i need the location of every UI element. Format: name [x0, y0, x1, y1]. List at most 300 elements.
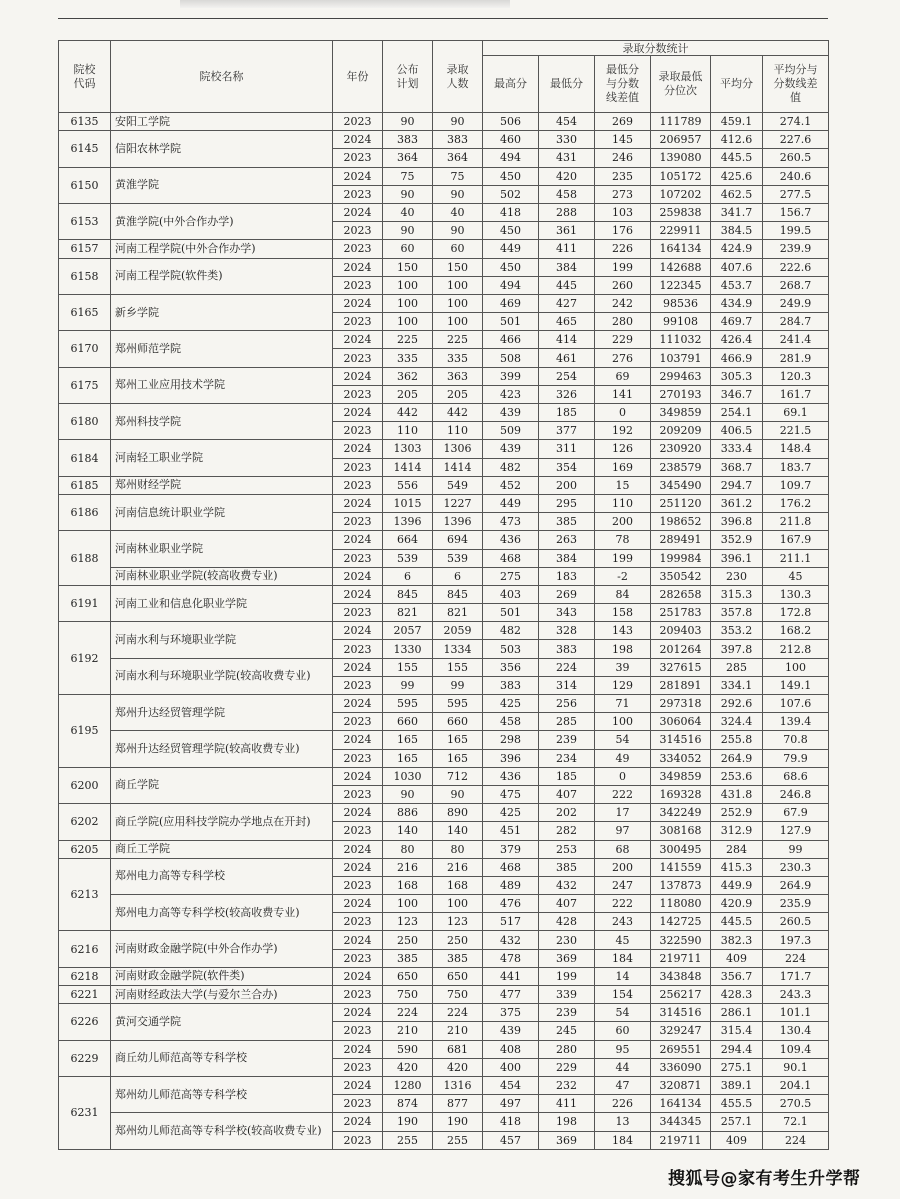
cell-admitted: 165: [433, 749, 483, 767]
school-name: 河南轻工职业学院: [111, 440, 333, 476]
cell-min-diff: 13: [595, 1113, 651, 1131]
cell-admitted: 123: [433, 913, 483, 931]
table-row: [59, 585, 829, 603]
cell-plan: 821: [383, 604, 433, 622]
school-name: 河南财政金融学院(软件类): [111, 967, 333, 985]
school-code: 6188: [59, 531, 111, 586]
cell-avg-score: 315.3: [711, 585, 763, 603]
school-code: 6218: [59, 967, 111, 985]
cell-avg-score: 462.5: [711, 185, 763, 203]
cell-max-score: 439: [483, 1022, 539, 1040]
cell-max-score: 503: [483, 640, 539, 658]
cell-min-diff: 273: [595, 185, 651, 203]
cell-admitted: 845: [433, 585, 483, 603]
table-row: [59, 1040, 829, 1058]
cell-min-score: 458: [539, 185, 595, 203]
cell-avg-score: 341.7: [711, 203, 763, 221]
cell-min-diff: 280: [595, 313, 651, 331]
cell-year: 2023: [333, 513, 383, 531]
cell-year: 2023: [333, 385, 383, 403]
cell-year: 2023: [333, 713, 383, 731]
cell-avg-diff: 227.6: [763, 131, 829, 149]
cell-min-rank: 327615: [651, 658, 711, 676]
cell-min-diff: 199: [595, 549, 651, 567]
cell-plan: 255: [383, 1131, 433, 1149]
cell-plan: 1396: [383, 513, 433, 531]
cell-min-score: 411: [539, 1095, 595, 1113]
cell-min-diff: 15: [595, 476, 651, 494]
cell-plan: 155: [383, 658, 433, 676]
school-code: 6157: [59, 240, 111, 258]
header-max: 最高分: [483, 56, 539, 113]
school-code: 6191: [59, 585, 111, 621]
school-name: 商丘工学院: [111, 840, 333, 858]
cell-plan: 590: [383, 1040, 433, 1058]
cell-min-rank: 99108: [651, 313, 711, 331]
cell-min-rank: 299463: [651, 367, 711, 385]
cell-min-score: 183: [539, 567, 595, 585]
cell-avg-diff: 161.7: [763, 385, 829, 403]
cell-avg-diff: 212.8: [763, 640, 829, 658]
cell-min-score: 432: [539, 876, 595, 894]
cell-min-diff: 276: [595, 349, 651, 367]
cell-min-diff: 95: [595, 1040, 651, 1058]
cell-max-score: 403: [483, 585, 539, 603]
cell-min-diff: 192: [595, 422, 651, 440]
cell-admitted: 681: [433, 1040, 483, 1058]
cell-avg-score: 382.3: [711, 931, 763, 949]
cell-max-score: 452: [483, 476, 539, 494]
cell-max-score: 460: [483, 131, 539, 149]
cell-year: 2023: [333, 949, 383, 967]
table-body: [59, 113, 829, 1150]
cell-year: 2024: [333, 840, 383, 858]
cell-year: 2024: [333, 731, 383, 749]
cell-min-score: 229: [539, 1058, 595, 1076]
header-avg-diff: 平均分与分数线差值: [763, 56, 829, 113]
cell-year: 2024: [333, 1040, 383, 1058]
cell-admitted: 255: [433, 1131, 483, 1149]
cell-admitted: 165: [433, 731, 483, 749]
cell-admitted: 877: [433, 1095, 483, 1113]
cell-min-diff: 49: [595, 749, 651, 767]
cell-avg-score: 396.8: [711, 513, 763, 531]
cell-min-score: 420: [539, 167, 595, 185]
cell-plan: 75: [383, 167, 433, 185]
cell-year: 2023: [333, 240, 383, 258]
cell-min-score: 239: [539, 1004, 595, 1022]
cell-admitted: 100: [433, 313, 483, 331]
cell-min-score: 384: [539, 549, 595, 567]
cell-min-rank: 199984: [651, 549, 711, 567]
cell-admitted: 750: [433, 986, 483, 1004]
cell-avg-diff: 69.1: [763, 404, 829, 422]
cell-min-score: 427: [539, 294, 595, 312]
cell-plan: 750: [383, 986, 433, 1004]
cell-avg-diff: 260.5: [763, 149, 829, 167]
cell-min-diff: 0: [595, 404, 651, 422]
cell-avg-score: 305.3: [711, 367, 763, 385]
cell-year: 2024: [333, 858, 383, 876]
cell-min-score: 198: [539, 1113, 595, 1131]
cell-plan: 845: [383, 585, 433, 603]
school-name: 河南信息统计职业学院: [111, 494, 333, 530]
cell-min-rank: 141559: [651, 858, 711, 876]
cell-admitted: 712: [433, 767, 483, 785]
cell-min-rank: 320871: [651, 1076, 711, 1094]
cell-min-rank: 251120: [651, 494, 711, 512]
cell-avg-diff: 99: [763, 840, 829, 858]
cell-year: 2024: [333, 203, 383, 221]
cell-plan: 2057: [383, 622, 433, 640]
cell-admitted: 1396: [433, 513, 483, 531]
cell-max-score: 436: [483, 531, 539, 549]
cell-min-rank: 206957: [651, 131, 711, 149]
cell-min-score: 330: [539, 131, 595, 149]
cell-admitted: 168: [433, 876, 483, 894]
cell-year: 2023: [333, 876, 383, 894]
school-name: 郑州幼儿师范高等专科学校: [111, 1076, 333, 1112]
header-plan: 公布计划: [383, 41, 433, 113]
cell-min-score: 385: [539, 513, 595, 531]
cell-admitted: 383: [433, 131, 483, 149]
cell-plan: 90: [383, 785, 433, 803]
cell-min-rank: 105172: [651, 167, 711, 185]
cell-avg-diff: 168.2: [763, 622, 829, 640]
cell-avg-score: 459.1: [711, 113, 763, 131]
cell-max-score: 418: [483, 203, 539, 221]
cell-avg-score: 445.5: [711, 913, 763, 931]
cell-avg-score: 396.1: [711, 549, 763, 567]
cell-min-rank: 111032: [651, 331, 711, 349]
cell-avg-score: 353.2: [711, 622, 763, 640]
cell-year: 2024: [333, 531, 383, 549]
cell-year: 2023: [333, 640, 383, 658]
cell-plan: 1303: [383, 440, 433, 458]
cell-min-rank: 322590: [651, 931, 711, 949]
cell-admitted: 225: [433, 331, 483, 349]
cell-min-rank: 300495: [651, 840, 711, 858]
cell-max-score: 508: [483, 349, 539, 367]
cell-avg-score: 356.7: [711, 967, 763, 985]
school-name: 安阳工学院: [111, 113, 333, 131]
cell-min-rank: 137873: [651, 876, 711, 894]
cell-avg-score: 346.7: [711, 385, 763, 403]
cell-min-score: 224: [539, 658, 595, 676]
cell-min-diff: 60: [595, 1022, 651, 1040]
cell-avg-diff: 68.6: [763, 767, 829, 785]
cell-min-rank: 314516: [651, 1004, 711, 1022]
cell-min-rank: 329247: [651, 1022, 711, 1040]
school-name: 河南工程学院(软件类): [111, 258, 333, 294]
cell-admitted: 150: [433, 258, 483, 276]
cell-min-diff: 247: [595, 876, 651, 894]
school-name: 郑州幼儿师范高等专科学校(较高收费专业): [111, 1113, 333, 1149]
header-year: 年份: [333, 41, 383, 113]
cell-admitted: 216: [433, 858, 483, 876]
cell-avg-score: 449.9: [711, 876, 763, 894]
cell-year: 2023: [333, 822, 383, 840]
cell-avg-score: 275.1: [711, 1058, 763, 1076]
cell-year: 2024: [333, 767, 383, 785]
cell-min-diff: 169: [595, 458, 651, 476]
cell-min-score: 234: [539, 749, 595, 767]
cell-year: 2024: [333, 294, 383, 312]
cell-avg-diff: 107.6: [763, 695, 829, 713]
cell-min-score: 326: [539, 385, 595, 403]
cell-min-score: 314: [539, 676, 595, 694]
cell-avg-score: 409: [711, 1131, 763, 1149]
cell-min-rank: 334052: [651, 749, 711, 767]
cell-min-rank: 269551: [651, 1040, 711, 1058]
cell-admitted: 99: [433, 676, 483, 694]
cell-plan: 364: [383, 149, 433, 167]
cell-max-score: 441: [483, 967, 539, 985]
cell-min-score: 461: [539, 349, 595, 367]
header-code: 院校代码: [59, 41, 111, 113]
cell-min-diff: 158: [595, 604, 651, 622]
cell-avg-diff: 130.4: [763, 1022, 829, 1040]
header-min: 最低分: [539, 56, 595, 113]
cell-plan: 216: [383, 858, 433, 876]
cell-avg-score: 352.9: [711, 531, 763, 549]
school-name: 黄淮学院(中外合作办学): [111, 203, 333, 239]
cell-min-score: 407: [539, 895, 595, 913]
cell-min-score: 239: [539, 731, 595, 749]
cell-min-score: 454: [539, 113, 595, 131]
cell-admitted: 155: [433, 658, 483, 676]
cell-min-diff: 110: [595, 494, 651, 512]
table-row: [59, 1113, 829, 1131]
table-row: [59, 476, 829, 494]
school-code: 6200: [59, 767, 111, 803]
school-code: 6170: [59, 331, 111, 367]
cell-max-score: 436: [483, 767, 539, 785]
cell-admitted: 442: [433, 404, 483, 422]
cell-plan: 100: [383, 313, 433, 331]
cell-avg-score: 315.4: [711, 1022, 763, 1040]
school-name: 信阳农林学院: [111, 131, 333, 167]
cell-min-diff: 129: [595, 676, 651, 694]
cell-avg-score: 333.4: [711, 440, 763, 458]
cell-max-score: 396: [483, 749, 539, 767]
cell-max-score: 408: [483, 1040, 539, 1058]
cell-min-score: 263: [539, 531, 595, 549]
cell-plan: 100: [383, 276, 433, 294]
cell-max-score: 494: [483, 276, 539, 294]
cell-max-score: 473: [483, 513, 539, 531]
cell-min-rank: 297318: [651, 695, 711, 713]
cell-year: 2023: [333, 476, 383, 494]
header-rule: [58, 18, 828, 19]
cell-min-score: 185: [539, 767, 595, 785]
cell-min-diff: 69: [595, 367, 651, 385]
cell-avg-score: 384.5: [711, 222, 763, 240]
cell-max-score: 439: [483, 404, 539, 422]
cell-min-rank: 164134: [651, 240, 711, 258]
cell-admitted: 364: [433, 149, 483, 167]
cell-min-score: 288: [539, 203, 595, 221]
cell-min-score: 414: [539, 331, 595, 349]
school-code: 6213: [59, 858, 111, 931]
cell-min-diff: 39: [595, 658, 651, 676]
cell-max-score: 489: [483, 876, 539, 894]
table-row: [59, 167, 829, 185]
table-row: [59, 767, 829, 785]
cell-min-rank: 308168: [651, 822, 711, 840]
table-row: [59, 440, 829, 458]
school-name: 郑州财经学院: [111, 476, 333, 494]
cell-max-score: 298: [483, 731, 539, 749]
cell-min-score: 385: [539, 858, 595, 876]
cell-min-rank: 209209: [651, 422, 711, 440]
cell-avg-diff: 156.7: [763, 203, 829, 221]
cell-min-diff: 199: [595, 258, 651, 276]
cell-admitted: 539: [433, 549, 483, 567]
cell-plan: 650: [383, 967, 433, 985]
cell-min-rank: 251783: [651, 604, 711, 622]
table-row: [59, 895, 829, 913]
cell-min-score: 445: [539, 276, 595, 294]
cell-min-diff: 78: [595, 531, 651, 549]
cell-avg-diff: 171.7: [763, 967, 829, 985]
cell-min-diff: 97: [595, 822, 651, 840]
cell-min-diff: 141: [595, 385, 651, 403]
cell-max-score: 477: [483, 986, 539, 1004]
table-row: [59, 494, 829, 512]
cell-avg-diff: 211.1: [763, 549, 829, 567]
school-name: 郑州升达经贸管理学院(较高收费专业): [111, 731, 333, 767]
cell-min-rank: 281891: [651, 676, 711, 694]
school-code: 6158: [59, 258, 111, 294]
cell-plan: 385: [383, 949, 433, 967]
table-row: [59, 695, 829, 713]
cell-min-diff: 226: [595, 240, 651, 258]
cell-min-diff: -2: [595, 567, 651, 585]
cell-year: 2023: [333, 549, 383, 567]
cell-min-score: 369: [539, 949, 595, 967]
cell-avg-score: 434.9: [711, 294, 763, 312]
cell-avg-diff: 172.8: [763, 604, 829, 622]
cell-admitted: 890: [433, 804, 483, 822]
cell-year: 2023: [333, 222, 383, 240]
school-code: 6184: [59, 440, 111, 476]
cell-plan: 150: [383, 258, 433, 276]
cell-avg-score: 253.6: [711, 767, 763, 785]
cell-year: 2024: [333, 404, 383, 422]
cell-year: 2024: [333, 695, 383, 713]
cell-max-score: 475: [483, 785, 539, 803]
cell-avg-score: 453.7: [711, 276, 763, 294]
cell-min-rank: 103791: [651, 349, 711, 367]
cell-admitted: 2059: [433, 622, 483, 640]
cell-avg-score: 368.7: [711, 458, 763, 476]
table-row: [59, 622, 829, 640]
school-code: 6226: [59, 1004, 111, 1040]
table-row: [59, 131, 829, 149]
cell-max-score: 450: [483, 222, 539, 240]
cell-admitted: 224: [433, 1004, 483, 1022]
cell-avg-score: 312.9: [711, 822, 763, 840]
school-code: 6175: [59, 367, 111, 403]
cell-min-score: 383: [539, 640, 595, 658]
cell-min-rank: 349859: [651, 404, 711, 422]
cell-avg-diff: 45: [763, 567, 829, 585]
cell-plan: 100: [383, 294, 433, 312]
cell-plan: 90: [383, 185, 433, 203]
cell-min-score: 384: [539, 258, 595, 276]
cell-min-rank: 350542: [651, 567, 711, 585]
cell-plan: 362: [383, 367, 433, 385]
cell-year: 2024: [333, 131, 383, 149]
cell-max-score: 432: [483, 931, 539, 949]
cell-avg-score: 455.5: [711, 1095, 763, 1113]
cell-min-diff: 54: [595, 1004, 651, 1022]
cell-admitted: 80: [433, 840, 483, 858]
cell-avg-diff: 90.1: [763, 1058, 829, 1076]
school-name: 新乡学院: [111, 294, 333, 330]
cell-plan: 165: [383, 731, 433, 749]
cell-max-score: 469: [483, 294, 539, 312]
cell-avg-diff: 260.5: [763, 913, 829, 931]
cell-admitted: 100: [433, 294, 483, 312]
cell-min-rank: 169328: [651, 785, 711, 803]
school-code: 6202: [59, 804, 111, 840]
cell-avg-diff: 284.7: [763, 313, 829, 331]
cell-min-score: 354: [539, 458, 595, 476]
cell-year: 2023: [333, 185, 383, 203]
cell-avg-score: 406.5: [711, 422, 763, 440]
school-name: 郑州师范学院: [111, 331, 333, 367]
cell-min-rank: 344345: [651, 1113, 711, 1131]
school-code: 6150: [59, 167, 111, 203]
cell-max-score: 383: [483, 676, 539, 694]
cell-max-score: 379: [483, 840, 539, 858]
cell-avg-score: 285: [711, 658, 763, 676]
cell-admitted: 1334: [433, 640, 483, 658]
cell-plan: 210: [383, 1022, 433, 1040]
cell-min-score: 282: [539, 822, 595, 840]
header-name: 院校名称: [111, 41, 333, 113]
cell-admitted: 821: [433, 604, 483, 622]
cell-max-score: 449: [483, 494, 539, 512]
cell-year: 2024: [333, 804, 383, 822]
cell-admitted: 385: [433, 949, 483, 967]
cell-max-score: 482: [483, 622, 539, 640]
cell-admitted: 90: [433, 785, 483, 803]
cell-admitted: 549: [433, 476, 483, 494]
cell-min-rank: 219711: [651, 949, 711, 967]
cell-admitted: 250: [433, 931, 483, 949]
cell-max-score: 451: [483, 822, 539, 840]
cell-avg-diff: 109.7: [763, 476, 829, 494]
cell-year: 2024: [333, 1113, 383, 1131]
cell-min-diff: 246: [595, 149, 651, 167]
cell-avg-score: 420.9: [711, 895, 763, 913]
cell-min-score: 431: [539, 149, 595, 167]
cell-avg-diff: 100: [763, 658, 829, 676]
cell-plan: 886: [383, 804, 433, 822]
cell-year: 2024: [333, 895, 383, 913]
cell-min-score: 200: [539, 476, 595, 494]
school-code: 6185: [59, 476, 111, 494]
cell-min-score: 343: [539, 604, 595, 622]
cell-min-score: 295: [539, 494, 595, 512]
header-admitted: 录取人数: [433, 41, 483, 113]
cell-max-score: 449: [483, 240, 539, 258]
cell-min-diff: 222: [595, 785, 651, 803]
school-code: 6180: [59, 404, 111, 440]
